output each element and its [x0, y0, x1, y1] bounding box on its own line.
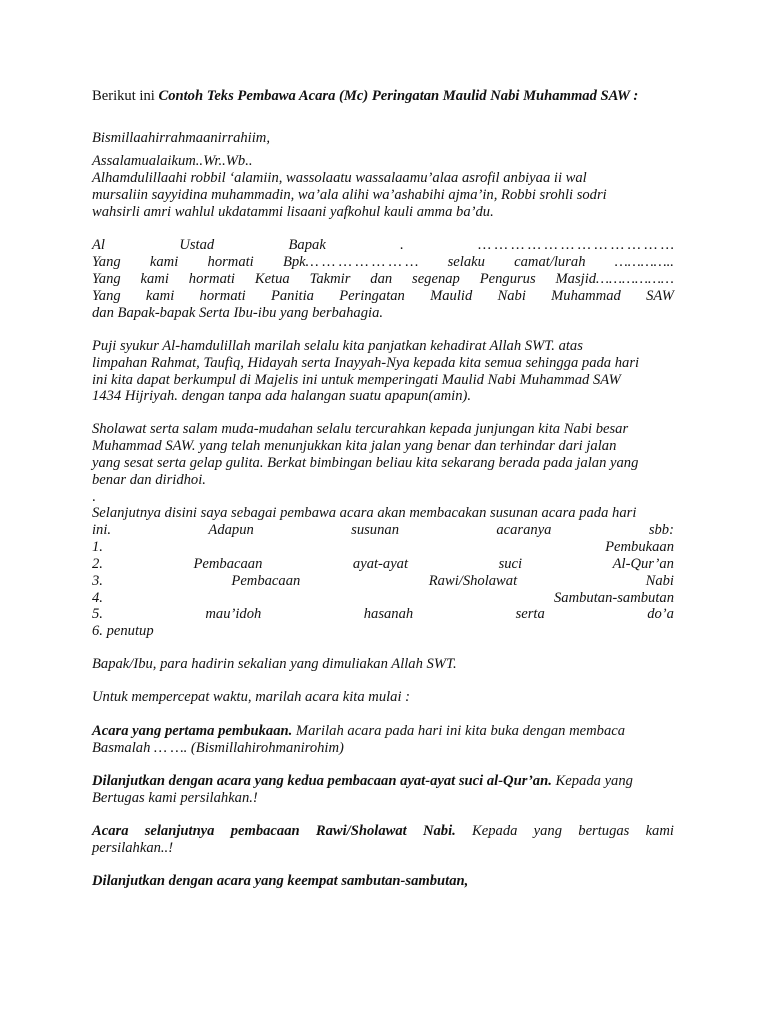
word: Yang — [92, 288, 121, 304]
agenda-intro-line-1: Selanjutnya disini saya sebagai pembawa acara akan membacakan susunan acara pada hari — [92, 505, 637, 521]
word: kami — [149, 254, 179, 270]
word: Nabi. — [422, 823, 456, 839]
agenda-intro-line-2 — [92, 522, 674, 539]
word: Ustad — [179, 237, 215, 253]
title-main: Contoh Teks Pembawa Acara (Mc) Peringatan Maulid Nabi Muhammad SAW : — [158, 88, 639, 104]
word: Bapak — [288, 237, 326, 253]
word: Yang — [92, 271, 121, 287]
word: SAW — [646, 288, 674, 304]
word: pembacaan — [230, 823, 300, 839]
word: Takmir — [309, 271, 351, 287]
section-3-line-1 — [92, 823, 674, 840]
agenda-item-5 — [92, 606, 674, 623]
word: selanjutnya — [144, 823, 215, 839]
item-number: 5. — [92, 606, 103, 622]
section-1-line-2: Basmalah … …. (Bismillahirohmanirohim) — [92, 740, 344, 756]
section-2-line-1 — [92, 773, 674, 790]
section-2-heading: Dilanjutkan dengan acara yang kedua pembacaan ayat-ayat suci al-Qur’an. — [92, 773, 552, 789]
title-prefix: Berikut ini — [92, 88, 159, 104]
word: dan — [370, 271, 393, 287]
word: Nabi — [497, 288, 526, 304]
word: hormati — [207, 254, 254, 270]
word: kami — [140, 271, 169, 287]
greeting-line-5: dan Bapak-bapak Serta Ibu-ibu yang berbahagia. — [92, 305, 384, 321]
word: hormati — [199, 288, 246, 304]
sholawat-line-4: benar dan diridhoi. — [92, 472, 206, 488]
agenda-item-4 — [92, 590, 674, 607]
word: yang — [533, 823, 563, 839]
word: Maulid — [430, 288, 473, 304]
section-1-text: Marilah acara pada hari ini kita buka dengan membaca — [292, 723, 626, 739]
section-3-line-2: persilahkan..! — [92, 840, 174, 856]
word: Al-Qur’an — [612, 556, 674, 572]
greeting-line-3 — [92, 271, 674, 288]
item-text: Sambutan-sambutan — [554, 590, 674, 606]
greeting-line-4 — [92, 288, 674, 305]
greeting-line-1 — [92, 237, 674, 254]
word: Pembacaan — [231, 573, 301, 589]
word: Al — [92, 237, 105, 253]
sholawat-line-3: yang sesat serta gelap gulita. Berkat bimbingan beliau kita sekarang berada pada jalan yang — [92, 455, 639, 471]
agenda-item-1 — [92, 539, 674, 556]
word: bertugas — [578, 823, 630, 839]
syukur-line-3: ini kita dapat berkumpul di Majelis ini untuk memperingati Maulid Nabi Muhammad SAW — [92, 372, 621, 388]
word: ayat-ayat — [352, 556, 409, 572]
section-1-line-1 — [92, 723, 674, 740]
word: hormati — [188, 271, 235, 287]
start-line: Untuk mempercepat waktu, marilah acara kita mulai : — [92, 689, 411, 705]
item-number: 1. — [92, 539, 103, 555]
word: sbb: — [648, 522, 674, 538]
word: ………….. — [614, 254, 674, 270]
syukur-line-4: 1434 Hijriyah. dengan tanpa ada halangan suatu apapun(amin). — [92, 388, 472, 404]
section-2-line-2: Bertugas kami persilahkan.! — [92, 790, 258, 806]
word: Bpk… … … … … … … — [282, 254, 419, 270]
syukur-line-2: limpahan Rahmat, Taufiq, Hidayah serta Inayyah-Nya kepada kita semua sehingga pada hari — [92, 355, 640, 371]
agenda-item-2 — [92, 556, 674, 573]
syukur-line-1: Puji syukur Al-hamdulillah marilah selalu kita panjatkan kehadirat Allah SWT. atas — [92, 338, 583, 354]
word: selaku — [447, 254, 485, 270]
word: hasanah — [363, 606, 414, 622]
opening-line-2: Assalamualaikum..Wr..Wb.. — [92, 153, 253, 169]
greeting-line-2 — [92, 254, 674, 271]
word: Ketua — [254, 271, 290, 287]
item-text: Pembukaan — [605, 539, 674, 555]
word: Yang — [92, 254, 121, 270]
word: Rawi/Sholawat — [428, 573, 518, 589]
word: serta — [515, 606, 545, 622]
word: Pengurus — [479, 271, 536, 287]
section-1-heading: Acara yang pertama pembukaan. — [92, 723, 293, 739]
word: do’a — [647, 606, 674, 622]
sholawat-line-2: Muhammad SAW. yang telah menunjukkan kita jalan yang benar dan terhindar dari jalan — [92, 438, 617, 454]
word: Nabi — [645, 573, 674, 589]
opening-line-1: Bismillaahirrahmaanirrahiim, — [92, 130, 270, 146]
section-4-line-1: Dilanjutkan dengan acara yang keempat sambutan-sambutan, — [92, 873, 469, 889]
word: Peringatan — [339, 288, 405, 304]
word: susunan — [351, 522, 399, 538]
word: Panitia — [270, 288, 314, 304]
word: suci — [498, 556, 523, 572]
word: … … … … … … … … … … … … — [478, 237, 674, 253]
agenda-item-3 — [92, 573, 674, 590]
document-title — [92, 88, 674, 105]
section-2-text: Kepada yang — [551, 773, 633, 789]
sholawat-line-1: Sholawat serta salam muda-mudahan selalu tercurahkan kepada junjungan kita Nabi besar — [92, 421, 629, 437]
word: ini. — [92, 522, 112, 538]
word: Muhammad — [551, 288, 621, 304]
word: Kepada — [472, 823, 518, 839]
word: Masjid……………… — [555, 271, 674, 287]
word: Acara — [92, 823, 129, 839]
opening-line-3: Alhamdulillaahi robbil ‘alamiin, wassolaatu wassalaamu’alaa asrofil anbiyaa ii wal — [92, 170, 587, 186]
stray-dot: . — [92, 489, 96, 505]
word: segenap — [412, 271, 460, 287]
opening-line-4: mursaliin sayyidina muhammadin, wa’ala alihi wa’ashabihi ajma’in, Robbi srohli sodri — [92, 187, 607, 203]
word: kami — [145, 288, 175, 304]
item-number: 4. — [92, 590, 103, 606]
opening-line-5: wahsirli amri wahlul ukdatammi lisaani yafkohul kauli amma ba’du. — [92, 204, 494, 220]
word: Adapun — [208, 522, 254, 538]
address-line: Bapak/Ibu, para hadirin sekalian yang dimuliakan Allah SWT. — [92, 656, 457, 672]
word: Rawi/Sholawat — [315, 823, 407, 839]
word: camat/lurah — [514, 254, 586, 270]
word: kami — [645, 823, 674, 839]
agenda-item-6: 6. penutup — [92, 623, 154, 639]
word: . — [400, 237, 404, 253]
word: mau’idoh — [205, 606, 262, 622]
item-number: 2. — [92, 556, 103, 572]
word: Pembacaan — [193, 556, 263, 572]
word: acaranya — [496, 522, 552, 538]
item-number: 3. — [92, 573, 103, 589]
